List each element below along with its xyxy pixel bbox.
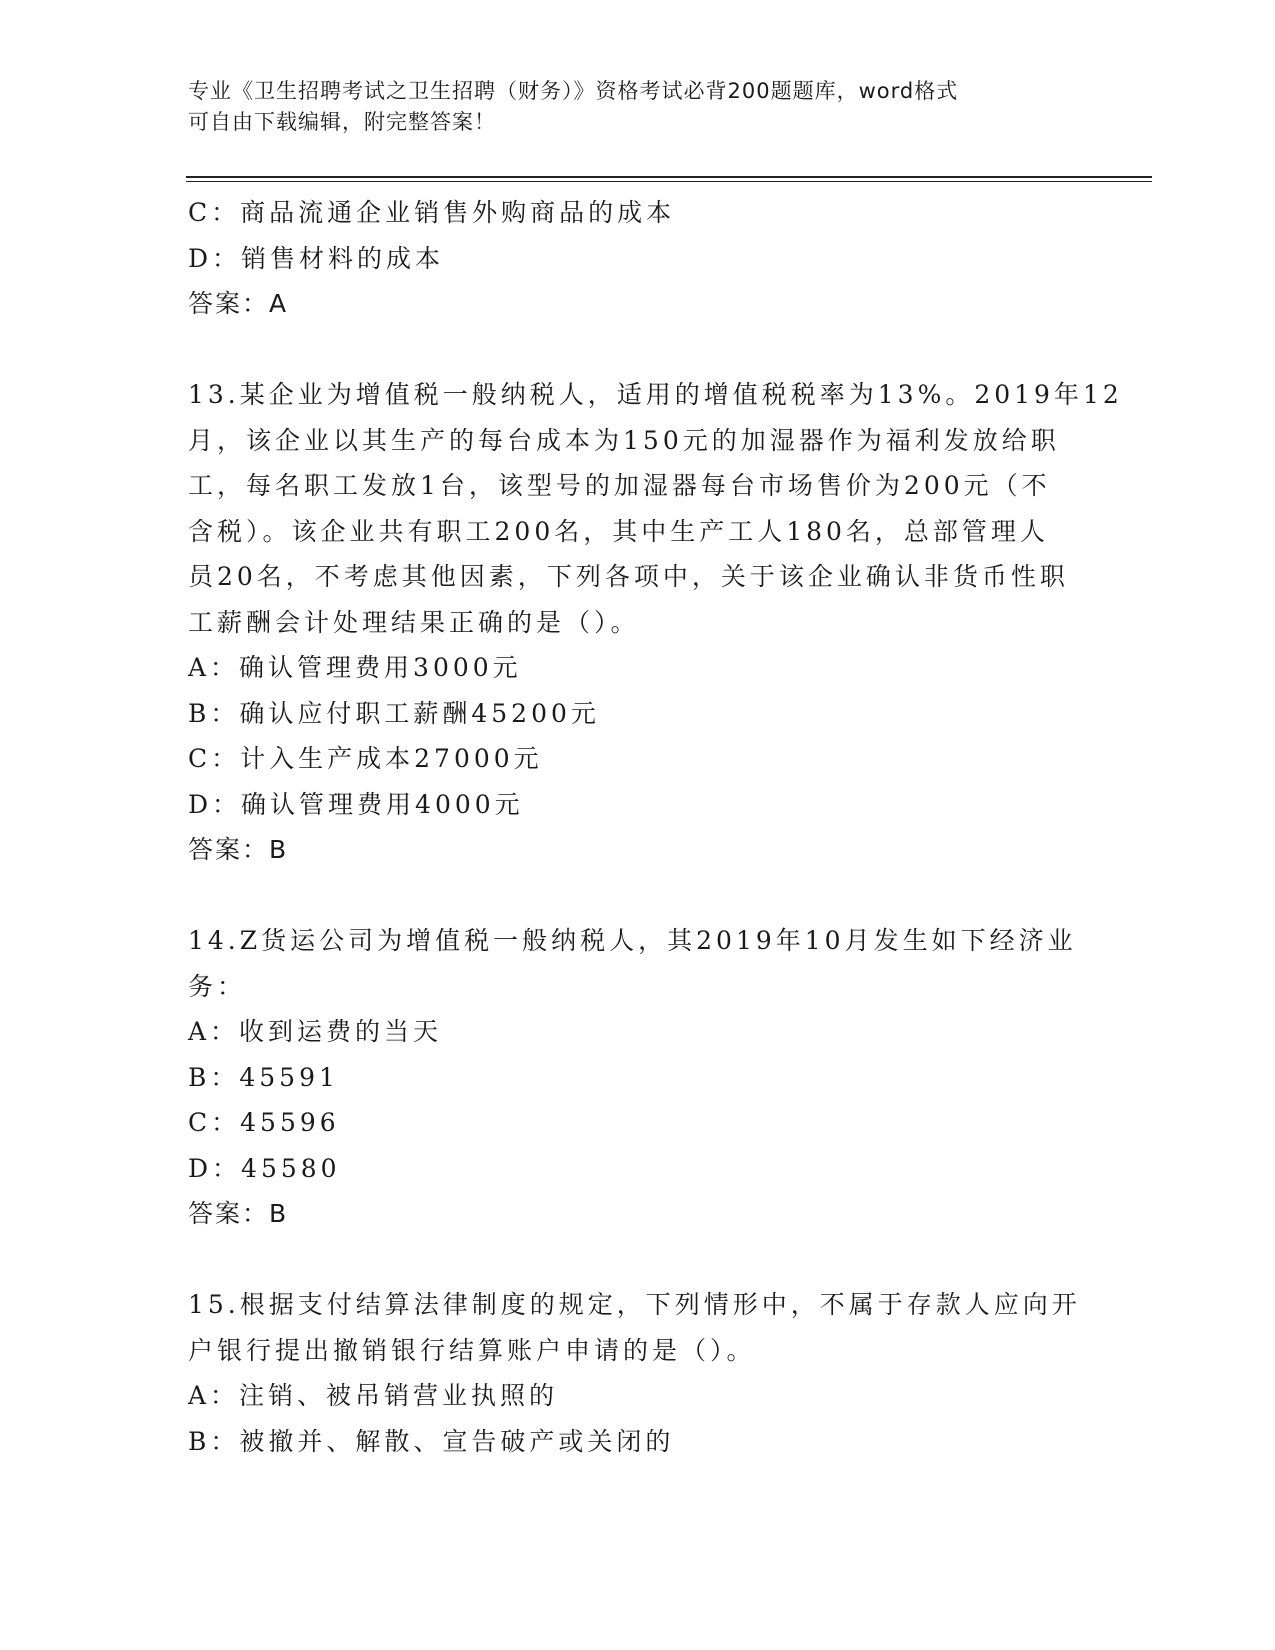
header-line-1: 专业《卫生招聘考试之卫生招聘（财务）》资格考试必背200题题库，word格式: [188, 79, 959, 103]
question-13-stem-1: 13.某企业为增值税一般纳税人，适用的增值税税率为13%。2019年12: [188, 380, 1123, 409]
spacer: [188, 873, 1088, 919]
question-content: [188, 190, 1123, 1464]
question-15-stem-2: 户银行提出撤销银行结算账户申请的是（）。: [188, 1335, 756, 1365]
header-line-2: 可自由下载编辑，附完整答案！: [188, 110, 496, 134]
answer-line: 答案：A: [188, 289, 289, 318]
spacer: [188, 327, 1088, 373]
question-14-stem-1: 14.Z货运公司为增值税一般纳税人，其2019年10月发生如下经济业: [188, 926, 1077, 955]
question-14-option-b: B：45591: [188, 1062, 339, 1092]
question-13-answer: 答案：B: [188, 835, 289, 864]
question-13-option-d: D：确认管理费用4000元: [188, 789, 524, 819]
document-header: [188, 76, 1068, 138]
option-d: D：销售材料的成本: [188, 243, 445, 273]
question-14-option-c: C：45596: [188, 1108, 340, 1137]
header-divider-thin: [186, 181, 1152, 182]
spacer: [188, 1237, 1088, 1283]
question-14-option-d: D：45580: [188, 1153, 341, 1183]
question-13-stem-2: 月，该企业以其生产的每台成本为150元的加湿器作为福利发放给职: [188, 425, 1060, 455]
question-15-option-a: A：注销、被吊销营业执照的: [188, 1381, 559, 1410]
question-14-stem-2: 务：: [188, 971, 247, 1001]
question-15-option-b: B：被撤并、解散、宣告破产或关闭的: [188, 1426, 675, 1456]
question-14-answer: 答案：B: [188, 1199, 289, 1228]
question-13-stem-4: 含税）。该企业共有职工200名，其中生产工人180名，总部管理人: [188, 516, 1049, 546]
option-c: C：商品流通企业销售外购商品的成本: [188, 198, 676, 227]
question-13-option-b: B：确认应付职工薪酬45200元: [188, 698, 600, 728]
question-13-option-c: C：计入生产成本27000元: [188, 744, 543, 773]
question-15-stem-1: 15.根据支付结算法律制度的规定，下列情形中，不属于存款人应向开: [188, 1290, 1081, 1319]
question-13-stem-3: 工，每名职工发放1台，该型号的加湿器每台市场售价为200元（不: [188, 471, 1051, 500]
header-divider-thick: [186, 176, 1152, 178]
question-13-stem-6: 工薪酬会计处理结果正确的是（）。: [188, 607, 640, 637]
question-13-stem-5: 员20名，不考虑其他因素，下列各项中，关于该企业确认非货币性职: [188, 562, 1069, 591]
question-13-option-a: A：确认管理费用3000元: [188, 653, 522, 682]
question-14-option-a: A：收到运费的当天: [188, 1017, 443, 1046]
